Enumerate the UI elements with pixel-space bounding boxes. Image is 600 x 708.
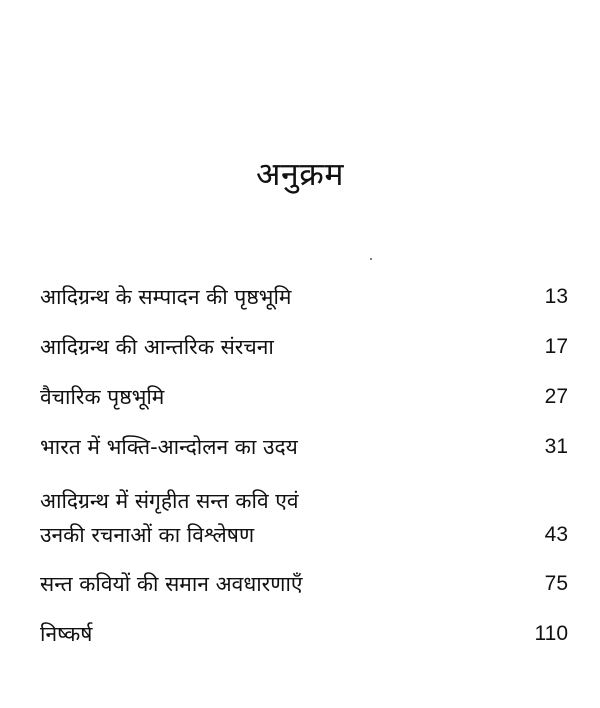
toc-entry-page: 31 — [544, 435, 568, 458]
ink-speck — [370, 258, 372, 260]
toc-entry-label: सन्त कवियों की समान अवधारणाएँ — [40, 572, 303, 596]
toc-entry-label: भारत में भक्ति-आन्दोलन का उदय — [40, 435, 298, 459]
toc-entry-page: 43 — [544, 523, 568, 546]
toc-entry-label: निष्कर्ष — [40, 622, 93, 646]
toc-entry-page: 75 — [544, 572, 568, 595]
toc-entry-page: 13 — [544, 285, 568, 308]
toc-entry-label: आदिग्रन्थ के सम्पादन की पृष्ठभूमि — [40, 285, 292, 309]
toc-entry-page: 110 — [534, 622, 568, 645]
toc-entry-page: 27 — [544, 385, 568, 408]
toc-entry-label: आदिग्रन्थ में संगृहीत सन्त कवि एवं उनकी रचनाओं का विश्लेषण — [40, 489, 299, 547]
toc-entry-page: 17 — [544, 335, 568, 358]
toc-entry[interactable] — [40, 484, 568, 552]
page-title: अनुक्रम — [256, 155, 344, 193]
toc-entry-label: वैचारिक पृष्ठभूमि — [40, 385, 165, 409]
toc-entry-label: आदिग्रन्थ की आन्तरिक संरचना — [40, 335, 274, 359]
